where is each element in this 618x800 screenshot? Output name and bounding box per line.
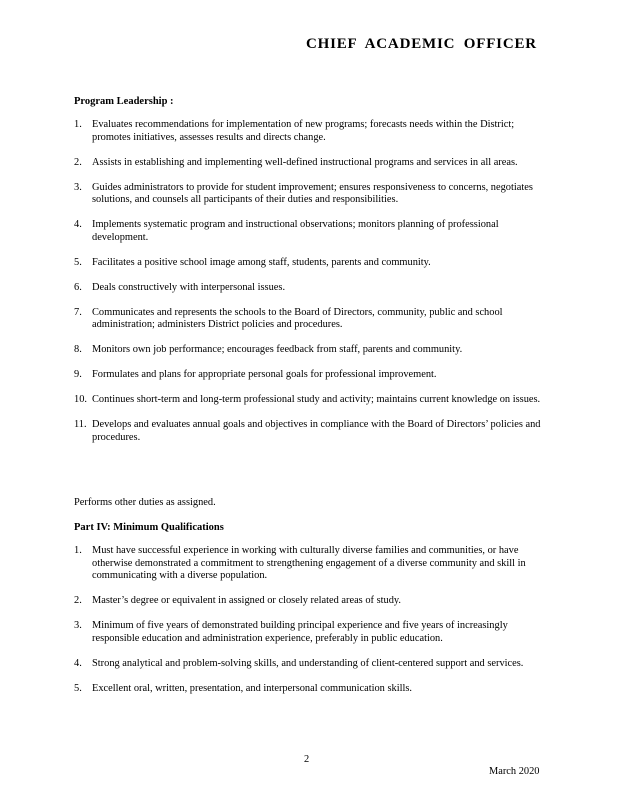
list-item — [74, 157, 544, 170]
section-heading-program-leadership: Program Leadership : — [74, 96, 174, 107]
list-item-number: 7. — [74, 306, 82, 318]
other-duties-text: Performs other duties as assigned. — [74, 497, 216, 508]
list-item — [74, 257, 544, 270]
list-item-text: Evaluates recommendations for implementation of new programs; forecasts needs within the District; promotes initiatives, assesses results and directs change. — [92, 119, 515, 143]
list-item-text: Assists in establishing and implementing well-defined instructional programs and services in all areas. — [92, 156, 518, 168]
list-item-number: 3. — [74, 181, 82, 193]
list-item-number: 6. — [74, 281, 82, 293]
list-item-text: Monitors own job performance; encourages feedback from staff, parents and community. — [92, 344, 463, 356]
list-item-number: 2. — [74, 595, 82, 607]
list-item — [74, 369, 544, 382]
list-item-text: Facilitates a positive school image among staff, students, parents and community. — [92, 256, 431, 268]
list-item — [74, 344, 544, 357]
list-item-text: Formulates and plans for appropriate personal goals for professional improvement. — [92, 369, 437, 381]
list-item-number: 5. — [74, 682, 82, 694]
list-item-number: 1. — [74, 545, 82, 556]
list-item-text: Excellent oral, written, presentation, and interpersonal communication skills. — [92, 682, 412, 694]
list-item — [74, 620, 544, 645]
page-number: 2 — [304, 754, 310, 765]
list-item — [74, 545, 544, 583]
list-item — [74, 182, 544, 207]
list-item-text: Develops and evaluates annual goals and objectives in compliance with the Board of Directors’ policies and procedures. — [92, 419, 541, 443]
list-item-number: 4. — [74, 219, 82, 231]
list-item — [74, 307, 544, 332]
section-heading-minimum-qualifications: Part IV: Minimum Qualifications — [74, 522, 224, 533]
list-item-text: Continues short-term and long-term professional study and activity; maintains current knowledge on issues. — [92, 394, 541, 406]
program-leadership-list — [74, 119, 544, 457]
list-item-number: 5. — [74, 256, 82, 268]
page-title: CHIEF ACADEMIC OFFICER — [306, 36, 537, 52]
list-item-number: 1. — [74, 119, 82, 130]
list-item-text: Deals constructively with interpersonal issues. — [92, 281, 286, 293]
list-item-text: Strong analytical and problem-solving skills, and understanding of client-centered support and services. — [92, 657, 524, 669]
list-item-number: 3. — [74, 620, 82, 632]
footer-date: March 2020 — [489, 766, 540, 777]
list-item-text: Guides administrators to provide for student improvement; ensures responsiveness to concerns, negotiates solutions, and counsels all participants of their duties and responsibilities. — [92, 181, 533, 206]
list-item-text: Implements systematic program and instructional observations; monitors planning of professional development. — [92, 219, 499, 243]
minimum-qualifications-list — [74, 545, 544, 708]
list-item — [74, 282, 544, 295]
list-item — [74, 595, 544, 608]
list-item-text: Master’s degree or equivalent in assigned or closely related areas of study. — [92, 595, 402, 607]
list-item — [74, 119, 544, 144]
list-item — [74, 419, 544, 444]
list-item-number: 4. — [74, 657, 82, 669]
list-item-number: 9. — [74, 369, 82, 381]
list-item — [74, 219, 544, 244]
list-item-text: Minimum of five years of demonstrated building principal experience and five years of increasingly responsible education and administration experience, preferably in public education. — [92, 620, 508, 644]
list-item-number: 11. — [74, 419, 87, 431]
list-item-text: Communicates and represents the schools to the Board of Directors, community, public and school administration; administers District policies and procedures. — [92, 306, 503, 331]
list-item — [74, 658, 544, 671]
list-item-number: 10. — [74, 394, 87, 406]
list-item-number: 2. — [74, 156, 82, 168]
list-item-number: 8. — [74, 344, 82, 356]
list-item-text: Must have successful experience in working with culturally diverse families and communities, or have otherwise demonstrated a commitment to strengthening engagement of a diverse community and skill in communicating with a diverse population. — [92, 545, 526, 582]
list-item — [74, 394, 544, 407]
list-item — [74, 683, 544, 696]
